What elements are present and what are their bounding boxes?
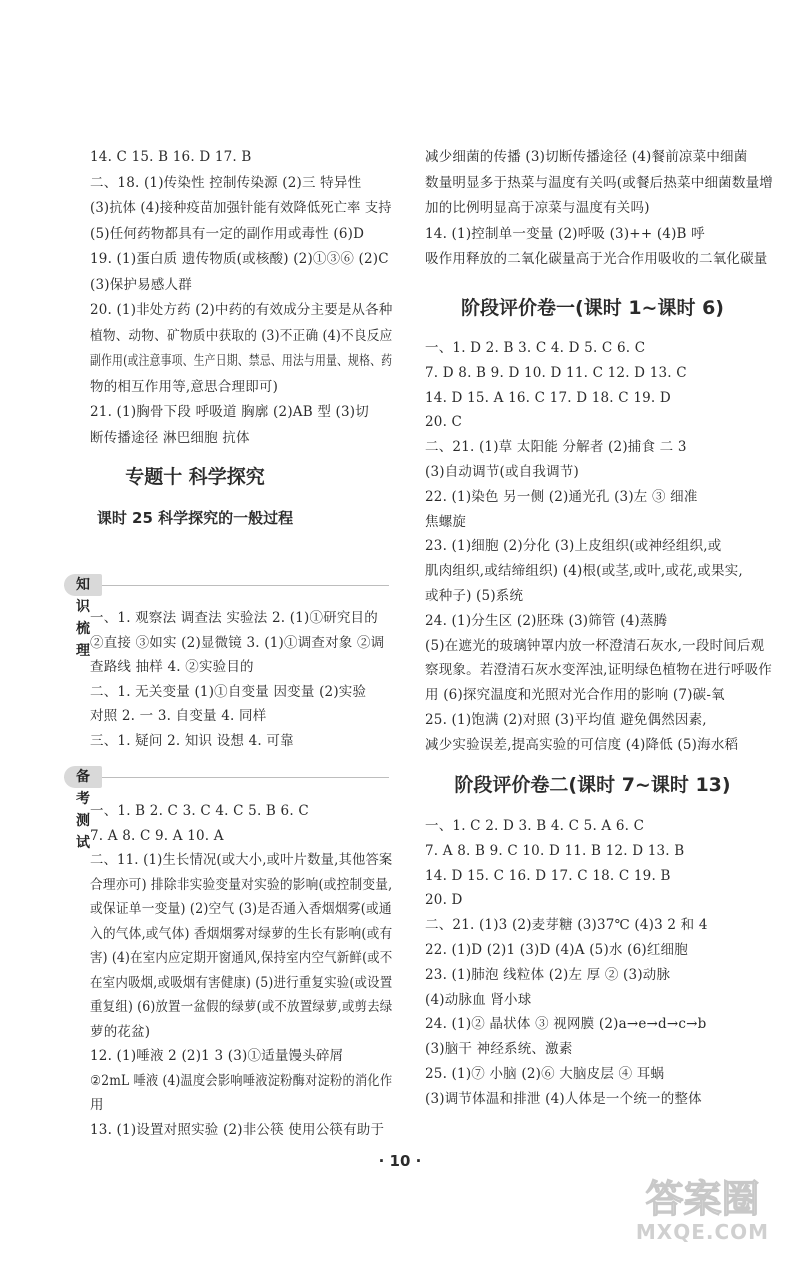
- answer-line: 副作用(或注意事项、生产日期、禁忌、用法与用量、规格、药: [90, 353, 393, 369]
- answer-line: 25. (1)⑦ 小脑 (2)⑥ 大脑皮层 ④ 耳蜗: [425, 1066, 665, 1082]
- page-number: · 10 ·: [378, 1152, 422, 1170]
- lesson-title: 课时 25 科学探究的一般过程: [96, 509, 294, 527]
- answer-line: 合理亦可) 排除非实验变量对实验的影响(或控制变量,: [90, 876, 393, 893]
- answer-line: 21. (1)胸骨下段 呼吸道 胸廓 (2)AB 型 (3)切: [90, 404, 369, 420]
- answer-line: 14. C 15. B 16. D 17. B: [90, 149, 252, 165]
- watermark-url: MXQE.COM: [635, 1220, 770, 1244]
- answer-line: 12. (1)唾液 2 (2)1 3 (3)①适量馒头碎屑: [90, 1048, 344, 1064]
- section-divider: [64, 585, 389, 586]
- answer-line: 二、21. (1)草 太阳能 分解者 (2)捕食 二 3: [425, 439, 687, 456]
- answer-line: 24. (1)分生区 (2)胚珠 (3)筛管 (4)蒸腾: [425, 612, 668, 629]
- answer-line: 一、1. B 2. C 3. C 4. C 5. B 6. C: [90, 803, 309, 819]
- answer-line: 萝的花盆): [90, 1023, 151, 1040]
- answer-line: 23. (1)细胞 (2)分化 (3)上皮组织(或神经组织,或: [425, 538, 722, 555]
- section-tag-test: 备考测试: [64, 766, 102, 788]
- answer-line: 断传播途径 淋巴细胞 抗体: [90, 429, 250, 446]
- watermark-text: 答案圈: [645, 1177, 760, 1221]
- answer-line: 24. (1)② 晶状体 ③ 视网膜 (2)a→e→d→c→b: [425, 1016, 707, 1033]
- answer-line: 重复组) (6)放置一盆假的绿萝(或不放置绿萝,或剪去绿: [90, 999, 393, 1015]
- answer-line: 查路线 抽样 4. ②实验目的: [90, 659, 254, 675]
- answer-line: 7. A 8. C 9. A 10. A: [90, 827, 224, 844]
- answer-line: 14. (1)控制单一变量 (2)呼吸 (3)++ (4)B 呼: [425, 225, 705, 242]
- answer-line: 14. D 15. C 16. D 17. C 18. C 19. B: [425, 867, 671, 884]
- answer-line: 一、1. 观察法 调查法 实验法 2. (1)①研究目的: [90, 610, 378, 626]
- answer-line: (5)任何药物都具有一定的副作用或毒性 (6)D: [90, 225, 365, 242]
- answer-line: 二、21. (1)3 (2)麦芽糖 (3)37℃ (4)3 2 和 4: [425, 917, 708, 934]
- answer-line: (3)自动调节(或自我调节): [425, 464, 579, 480]
- watermark-logo: [620, 1168, 785, 1248]
- answer-line: 对照 2. 一 3. 自变量 4. 同样: [90, 708, 267, 724]
- answer-line: 在室内吸烟,或吸烟有害健康) (5)进行重复实验(或设置: [90, 974, 393, 991]
- answer-line: (3)保护易感人群: [90, 276, 192, 293]
- answer-line: 加的比例明显高于凉菜与温度有关吗): [425, 200, 650, 216]
- answer-line: 13. (1)设置对照实验 (2)非公筷 使用公筷有助于: [90, 1121, 385, 1138]
- answer-line: 23. (1)肺泡 线粒体 (2)左 厚 ② (3)动脉: [425, 966, 671, 983]
- answer-line: ②直接 ③如实 (2)显微镜 3. (1)①调查对象 ②调: [90, 634, 385, 651]
- answer-line: 三、1. 疑问 2. 知识 设想 4. 可靠: [90, 732, 294, 749]
- answer-line: 一、1. D 2. B 3. C 4. D 5. C 6. C: [425, 340, 646, 356]
- answer-line: 入的气体,或气体) 香烟烟雾对绿萝的生长有影响(或有: [90, 925, 393, 942]
- answer-line: 7. A 8. B 9. C 10. D 11. B 12. D 13. B: [425, 842, 685, 859]
- answer-line: 肌肉组织,或结缔组织) (4)根(或茎,或叶,或花,或果实,: [425, 563, 743, 580]
- answer-line: 用: [90, 1097, 104, 1113]
- exam-title-2: 阶段评价卷二(课时 7~课时 13): [454, 774, 731, 796]
- answer-line: 或种子) (5)系统: [425, 588, 524, 604]
- answer-line: ②2mL 唾液 (4)温度会影响唾液淀粉酶对淀粉的消化作: [90, 1072, 393, 1089]
- answer-line: 22. (1)染色 另一侧 (2)通光孔 (3)左 ③ 细准: [425, 488, 698, 505]
- answer-line: (3)脑干 神经系统、激素: [425, 1041, 573, 1058]
- answer-line: 7. D 8. B 9. D 10. D 11. C 12. D 13. C: [425, 364, 687, 381]
- answer-line: 数量明显多于热菜与温度有关吗(或餐后热菜中细菌数量增: [425, 174, 773, 191]
- answer-line: 二、18. (1)传染性 控制传染源 (2)三 特异性: [90, 174, 362, 191]
- answer-line: 害) (4)在室内应定期开窗通风,保持室内空气新鲜(或不: [90, 950, 393, 966]
- section-title: 专题十 科学探究: [125, 466, 265, 488]
- answer-line: 减少细菌的传播 (3)切断传播途径 (4)餐前凉菜中细菌: [425, 149, 748, 165]
- answer-line: 吸作用释放的二氧化碳量高于光合作用吸收的二氧化碳量: [425, 251, 768, 267]
- section-divider: [64, 777, 389, 778]
- answer-line: 二、1. 无关变量 (1)①自变量 因变量 (2)实验: [90, 683, 367, 700]
- answer-line: 减少实验误差,提高实验的可信度 (4)降低 (5)海水稻: [425, 736, 739, 753]
- answer-line: 物的相互作用等,意思合理即可): [90, 378, 279, 395]
- answer-line: 14. D 15. A 16. C 17. D 18. C 19. D: [425, 389, 671, 406]
- answer-line: (3)调节体温和排泄 (4)人体是一个统一的整体: [425, 1090, 702, 1107]
- answer-line: 或保证单一变量) (2)空气 (3)是否通入香烟烟雾(或通: [90, 901, 392, 917]
- exam-title-1: 阶段评价卷一(课时 1~课时 6): [461, 297, 724, 319]
- answer-line: 20. C: [425, 414, 463, 431]
- answer-line: 植物、动物、矿物质中获取的 (3)不正确 (4)不良反应: [90, 327, 393, 344]
- answer-line: 19. (1)蛋白质 遗传物质(或核酸) (2)①③⑥ (2)C: [90, 251, 389, 267]
- answer-line: 20. D: [425, 892, 463, 909]
- answer-line: 用 (6)探究温度和光照对光合作用的影响 (7)碳-氧: [425, 687, 725, 704]
- answer-line: 察现象。若澄清石灰水变浑浊,证明绿色植物在进行呼吸作: [425, 662, 772, 679]
- answer-line: 20. (1)非处方药 (2)中药的有效成分主要是从各种: [90, 302, 393, 318]
- section-tag-knowledge: 知识梳理: [64, 574, 102, 596]
- answer-line: (3)抗体 (4)接种疫苗加强针能有效降低死亡率 支持: [90, 200, 392, 216]
- answer-line: 一、1. C 2. D 3. B 4. C 5. A 6. C: [425, 818, 645, 834]
- answer-line: 焦螺旋: [425, 513, 467, 530]
- answer-line: 25. (1)饱满 (2)对照 (3)平均值 避免偶然因素,: [425, 712, 707, 728]
- answer-line: (5)在遮光的玻璃钟罩内放一杯澄清石灰水,一段时间后观: [425, 637, 765, 654]
- answer-line: 22. (1)D (2)1 (3)D (4)A (5)水 (6)红细胞: [425, 942, 688, 958]
- answer-line: (4)动脉血 肾小球: [425, 991, 532, 1008]
- answer-line: 二、11. (1)生长情况(或大小,或叶片数量,其他答案: [90, 852, 393, 868]
